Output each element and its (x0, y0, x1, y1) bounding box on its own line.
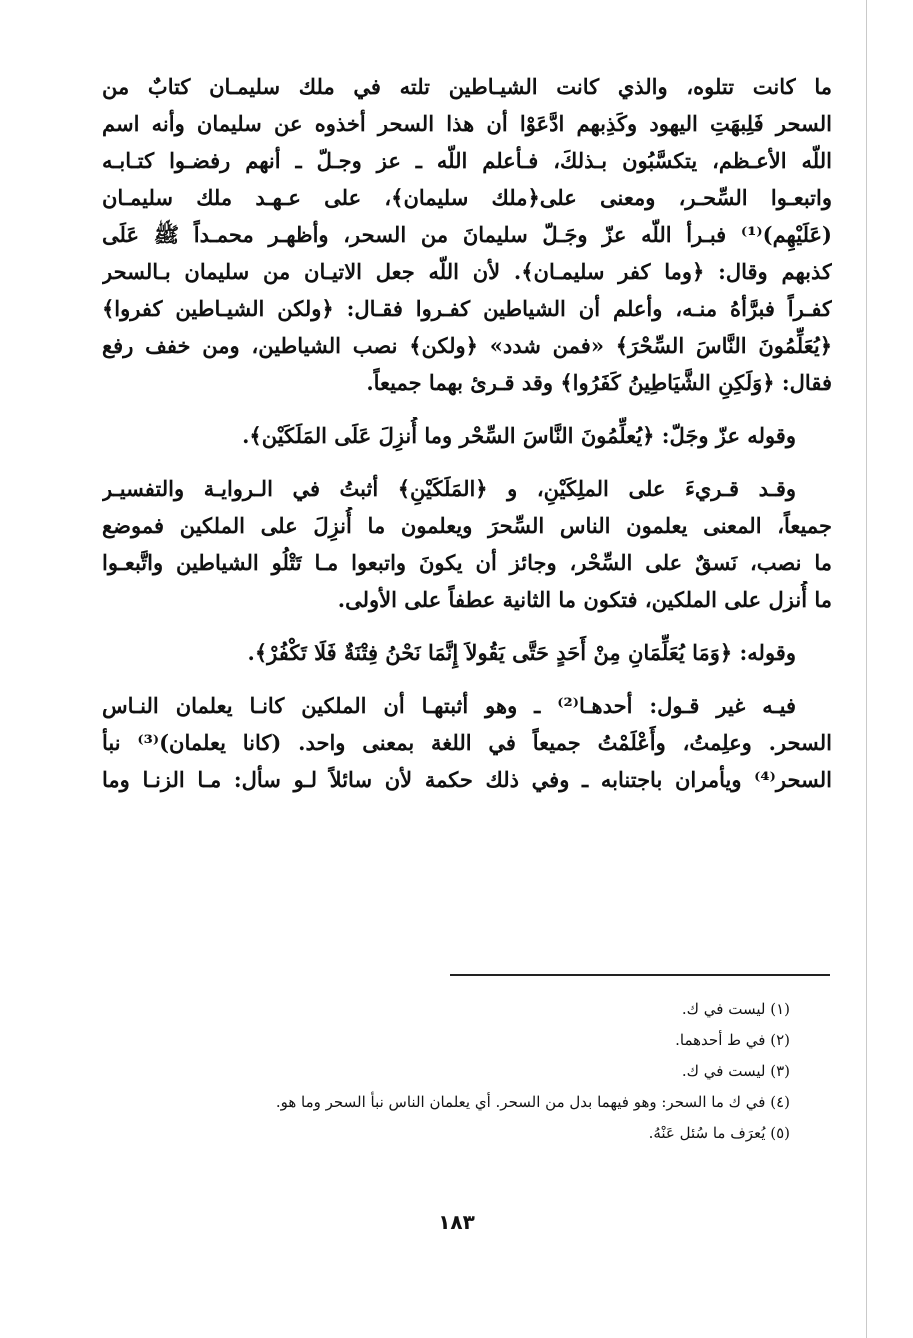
paragraph-gap (102, 401, 832, 417)
footnotes (150, 994, 790, 1149)
footnote: (٤) في ك ما السحر: وهو فيهما بدل من السحر. أي يعلمان الناس نبأ السحر وما هو. (275, 1093, 790, 1111)
text-line: جميعاً، المعنى يعلمون الناس السِّحرَ ويعلمون ما أُنزِلَ على الملكين فموضع (102, 513, 832, 538)
paragraph (102, 68, 832, 401)
text-line: كفـراً فبرَّأهُ منـه، وأعلم أن الشياطين كفـروا فقـال: ﴿ولكن الشيـاطين كفروا﴾ (102, 296, 832, 321)
footnote: (٥) يُعرَف ما سُئل عَنْهُ. (648, 1124, 790, 1142)
text-line: فيـه غير قـول: أحدهـا⁽²⁾ ـ وهو أثبتهـا أن الملكين كانـا يعلمان النـاس (102, 693, 796, 718)
text-line: ما نصب، نَسقٌ على السِّحْر، وجائز أن يكونَ واتبعوا مـا تَتْلُو الشياطين واتَّبعـوا (102, 550, 832, 575)
text-line: ما أُنزل على الملكين، فتكون ما الثانية عطفاً على الأولى. (337, 587, 832, 612)
text-line: ما كانت تتلوه، والذي كانت الشيـاطين تلته في ملك سليمـان كتابٌ من (102, 74, 832, 99)
paragraph-gap (102, 671, 832, 687)
paragraph (102, 470, 832, 618)
text-line: وقوله عزّ وجَلّ: ﴿يُعلِّمُونَ النَّاسَ السِّحْر وما أُنزِلَ عَلَى المَلَكَيْن﴾. (242, 423, 796, 448)
scan-edge-line (866, 0, 867, 1338)
main-text (102, 68, 832, 798)
text-line: فقال: ﴿وَلَكِنِ الشَّيَاطِينُ كَفَرُوا﴾ وقد قـرئ بهما جميعاً. (366, 370, 832, 395)
text-line: وقوله: ﴿وَمَا يُعَلِّمَانِ مِنْ أَحَدٍ حَتَّى يَقُولاَ إِنَّمَا نَحْنُ فِتْنَةٌ فَلَا تَكْفُرْ﴾. (247, 640, 796, 665)
paragraph (102, 417, 832, 454)
text-line: ﴿يُعَلِّمُونَ النَّاسَ السِّحْرَ﴾ «فمن شدد» ﴿ولكن﴾ نصب الشياطين، ومن خفف رفع (102, 333, 832, 358)
paragraph-gap (102, 618, 832, 634)
text-line: وقـد قـريءَ على الملِكَيْنِ، و ﴿المَلَكَيْنِ﴾ أثبتُ في الـروايـة والتفسيـر (102, 476, 796, 501)
text-line: كذبهم وقال: ﴿وما كفر سليمـان﴾. لأن اللّه جعل الاتيـان من سليمان بـالسحر (102, 259, 832, 284)
page-number: ١٨٣ (438, 1210, 475, 1234)
paragraph-gap (102, 454, 832, 470)
text-line: واتبعـوا السِّحـر، ومعنى على﴿ملك سليمان﴾، على عـهـد ملك سليمـان (102, 185, 832, 210)
paragraph (102, 634, 832, 671)
footnote: (٢) في ط أحدهما. (675, 1031, 790, 1049)
paragraph (102, 687, 832, 798)
footnote: (٣) ليست في ك. (681, 1062, 790, 1080)
text-line: السحر. وعلِمتُ، وأَعْلَمْتُ جميعاً في اللغة بمعنى واحد. (كانا يعلمان)⁽³⁾ نبأ (102, 730, 832, 755)
text-line: (عَلَيْهِم)⁽¹⁾ فبـرأ اللّه عزّ وجَـلّ سليمانَ من السحر، وأظهـر محمـداً ﷺ عَلَى (102, 222, 832, 247)
footnote: (١) ليست في ك. (681, 1000, 790, 1018)
text-line: اللّه الأعـظم، يتكسَّبُون بـذلكَ، فـأعلم اللّه ـ عز وجـلّ ـ أنهم رفضـوا كتـابـه (102, 148, 832, 173)
text-line: السحر⁽⁴⁾ ويأمران باجتنابه ـ وفي ذلك حكمة لأن سائلاً لـو سأل: مـا الزنـا وما (102, 767, 832, 792)
footnote-divider (450, 974, 830, 976)
text-line: السحر فَلِبهَتِ اليهود وكَذِبهم ادَّعَوْا أن هذا السحر أخذوه عن سليمان وأنه اسم (102, 111, 832, 136)
